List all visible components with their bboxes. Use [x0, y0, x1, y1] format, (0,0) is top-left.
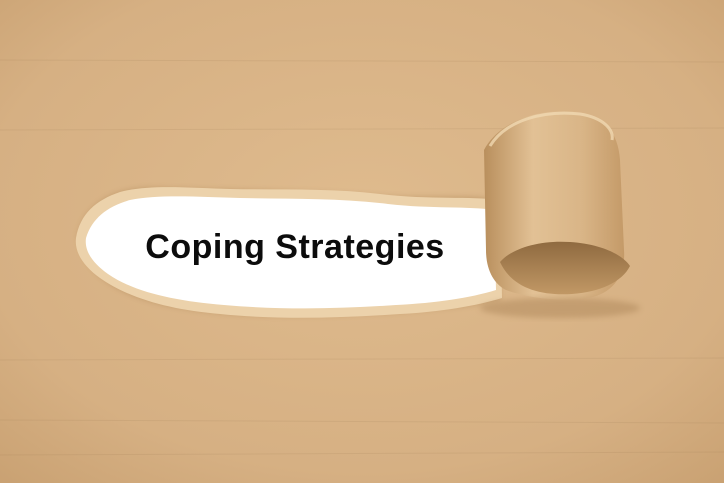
paper-curl-shadow — [480, 298, 640, 318]
headline-text: Coping Strategies — [145, 227, 445, 266]
